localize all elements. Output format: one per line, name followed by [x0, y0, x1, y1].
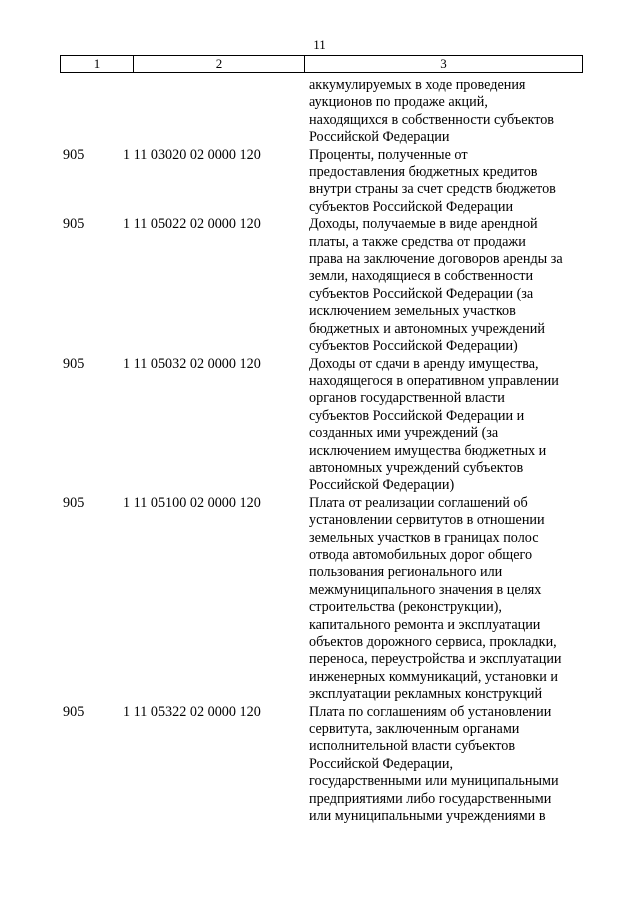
- description-line: субъектов Российской Федерации: [309, 198, 514, 215]
- description-line: созданных ими учреждений (за: [309, 425, 499, 442]
- column-header-table: [60, 55, 583, 73]
- description-line: бюджетных и автономных учреждений: [309, 320, 545, 337]
- administrator-code: 905: [63, 216, 85, 233]
- table-row: [60, 704, 581, 826]
- description-line: аукционов по продаже акций,: [309, 94, 488, 111]
- budget-classification-code: 1 11 05322 02 0000 120: [123, 703, 261, 720]
- description-line: межмуниципального значения в целях: [309, 581, 542, 598]
- income-description: [309, 77, 583, 147]
- description-line: субъектов Российской Федерации и: [309, 407, 525, 424]
- administrator-code: 905: [63, 494, 85, 511]
- table-row: [60, 495, 581, 704]
- description-line: Российской Федерации,: [309, 755, 454, 772]
- description-line: права на заключение договоров аренды за: [309, 251, 563, 268]
- column-header-1: 1: [61, 56, 134, 73]
- administrator-code: 905: [63, 355, 85, 372]
- budget-classification-code: [123, 77, 309, 147]
- administrator-code: 905: [63, 146, 85, 163]
- column-header-3: 3: [305, 56, 583, 73]
- administrator-code: [60, 77, 123, 147]
- income-description: [309, 704, 583, 826]
- description-line: сервитута, заключенным органами: [309, 721, 520, 738]
- description-line: строительства (реконструкции),: [309, 599, 502, 616]
- description-line: инженерных коммуникаций, установки и: [309, 668, 558, 685]
- description-line: внутри страны за счет средств бюджетов: [309, 181, 556, 198]
- page-number: 11: [313, 37, 326, 52]
- description-line: органов государственной власти: [309, 390, 505, 407]
- table-row: [60, 77, 581, 147]
- description-line: Плата по соглашениям об установлении: [309, 703, 552, 720]
- description-line: земельных участков в границах полос: [309, 529, 539, 546]
- table-row: [60, 356, 581, 495]
- description-line: субъектов Российской Федерации): [309, 338, 518, 355]
- description-line: капитального ремонта и эксплуатации: [309, 616, 541, 633]
- description-line: аккумулируемых в ходе проведения: [309, 77, 526, 93]
- description-line: Проценты, полученные от: [309, 146, 468, 163]
- description-line: государственными или муниципальными: [309, 773, 559, 790]
- column-header-row: [61, 56, 583, 73]
- income-description: [309, 495, 583, 704]
- description-line: эксплуатации рекламных конструкций: [309, 686, 543, 703]
- description-line: переноса, переустройства и эксплуатации: [309, 651, 562, 668]
- description-line: находящихся в собственности субъектов: [309, 111, 555, 128]
- description-line: Плата от реализации соглашений об: [309, 494, 528, 511]
- income-description: [309, 147, 583, 217]
- description-line: земли, находящиеся в собственности: [309, 268, 534, 285]
- description-line: исключением имущества бюджетных и: [309, 442, 547, 459]
- description-line: платы, а также средства от продажи: [309, 233, 526, 250]
- description-line: Российской Федерации: [309, 129, 450, 146]
- budget-classification-code: 1 11 03020 02 0000 120: [123, 146, 261, 163]
- description-line: или муниципальными учреждениями в: [309, 808, 546, 825]
- description-line: предоставления бюджетных кредитов: [309, 164, 538, 181]
- description-line: предприятиями либо государственными: [309, 790, 552, 807]
- budget-classification-code: 1 11 05032 02 0000 120: [123, 355, 261, 372]
- description-line: автономных учреждений субъектов: [309, 459, 524, 476]
- description-line: находящегося в оперативном управлении: [309, 372, 559, 389]
- description-line: Доходы от сдачи в аренду имущества,: [309, 355, 539, 372]
- administrator-code: 905: [63, 703, 85, 720]
- description-line: объектов дорожного сервиса, прокладки,: [309, 634, 557, 650]
- description-line: отвода автомобильных дорог общего: [309, 546, 533, 563]
- budget-classification-code: 1 11 05100 02 0000 120: [123, 494, 261, 511]
- table-row: [60, 216, 581, 355]
- budget-classification-code: 1 11 05022 02 0000 120: [123, 216, 261, 233]
- description-line: исполнительной власти субъектов: [309, 738, 516, 755]
- income-description: [309, 356, 583, 495]
- table-body: [60, 77, 581, 825]
- income-description: [309, 216, 583, 355]
- description-line: пользования регионального или: [309, 564, 503, 581]
- description-line: субъектов Российской Федерации (за: [309, 285, 534, 302]
- description-line: Доходы, получаемые в виде арендной: [309, 216, 538, 233]
- description-line: Российской Федерации): [309, 477, 455, 494]
- description-line: исключением земельных участков: [309, 303, 516, 320]
- column-header-2: 2: [134, 56, 305, 73]
- description-line: установлении сервитутов в отношении: [309, 512, 545, 529]
- table-row: [60, 147, 581, 217]
